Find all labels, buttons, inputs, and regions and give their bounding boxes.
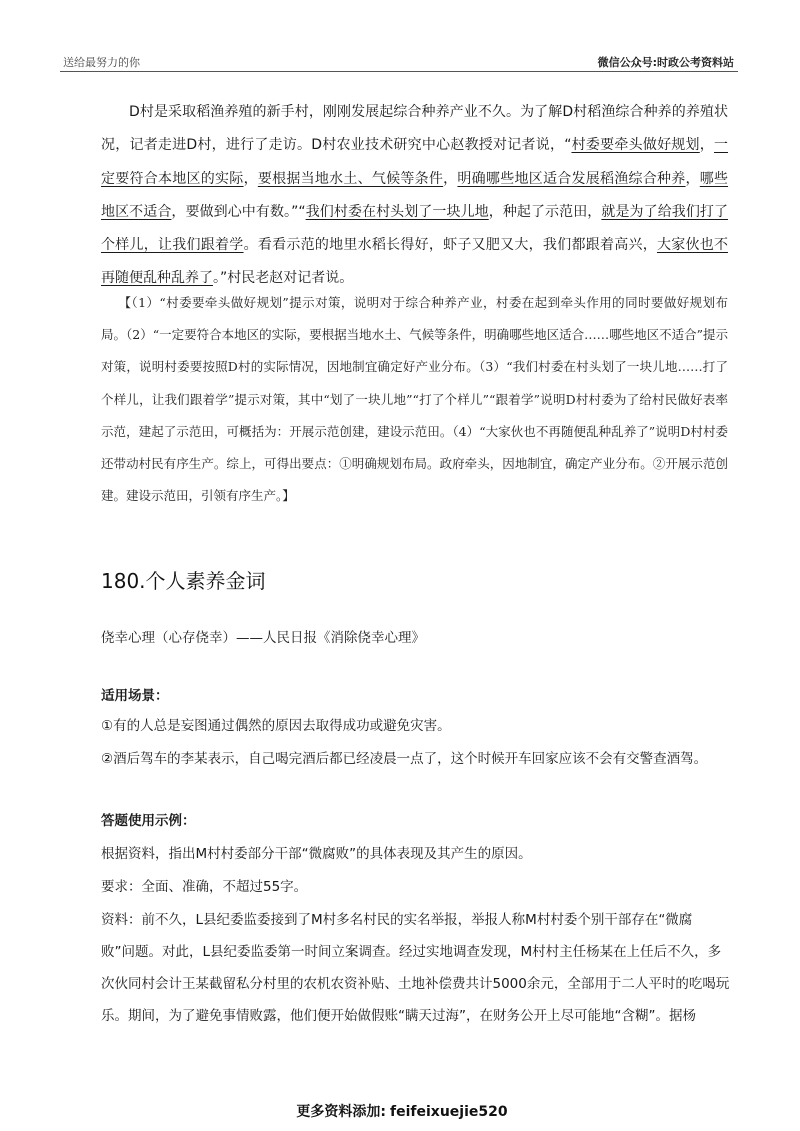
- scene-item-2: ②酒后驾车的李某表示，自己喝完酒后都已经凌晨一点了，这个时候开车回家应该不会有交警查酒驾。: [101, 751, 708, 767]
- section-title: 180.个人素养金词: [101, 569, 266, 593]
- highlight-1: 村委要牵头做好规划: [571, 137, 700, 154]
- footer-contact: [0, 1101, 800, 1121]
- highlight-7: 就是为了给我们打了个样儿，让我们跟着学: [101, 203, 729, 254]
- header-wechat: 微信公众号:时政公考资料站: [597, 56, 734, 69]
- scene-heading: 适用场景：: [101, 688, 169, 704]
- term-line: 侥幸心理（心存侥幸）——人民日报《消除侥幸心理》: [101, 630, 425, 646]
- highlight-2: 一定要符合本地区的实际: [101, 137, 729, 187]
- header-divider: [60, 71, 738, 72]
- material-paragraph: D村是采取稻渔养殖的新手村，刚刚发展起综合种养产业不久。为了解D村稻渔综合种养的养殖状况，记者走进D村，进行了走访。D村农业技术研究中心赵教授对记者说，“村委要牵头做好规划，一定要符合本地区的实际，要根据当地水土、气候等条件，明确哪些地区适合发展稻渔综合种养，哪些地区不适合，要做到心中有数。”“我们村委在村头划了一块儿地，种起了示范田，就是为了给我们打了个样儿，让我们跟着学。看看示范的地里水稻长得好，虾子又肥又大，我们都跟着高兴，大家伙也不再随便乱种乱养了。”村民老赵对记者说。: [101, 104, 729, 287]
- highlight-8: 大家伙也不再随便乱种乱养了: [101, 237, 729, 287]
- example-material-line-3: 次伙同村会计王某截留私分村里的农机农资补贴、土地补偿费共计5000余元，全部用于二人平时的吃喝玩: [101, 976, 730, 992]
- highlight-3: 要根据当地水土、气候等条件: [257, 170, 444, 187]
- header-slogan: 送给最努力的你: [63, 56, 140, 69]
- example-heading: 答题使用示例：: [101, 813, 196, 829]
- footer-label: 更多资料添加:: [296, 1104, 387, 1120]
- highlight-5: 哪些地区不适合: [101, 170, 729, 220]
- example-material-line-4: 乐。期间，为了避免事情败露，他们便开始做假账“瞒天过海”，在财务公开上尽可能地“含糊”。据杨: [101, 1008, 696, 1024]
- highlight-6: 我们村委在村头划了一块儿地: [305, 203, 489, 220]
- example-requirement: 要求：全面、准确，不超过55字。: [101, 879, 308, 895]
- footer-id: feifeixuejie520: [390, 1104, 508, 1120]
- highlight-4: 明确哪些地区适合发展稻渔综合种养: [457, 170, 686, 187]
- analysis-paragraph: 【（1）“村委要牵头做好规划”提示对策，说明对于综合种养产业，村委在起到牵头作用的同时要做好规划布局。（2）“一定要符合本地区的实际，要根据当地水土、气候等条件，明确哪些地区适合……哪些地区不适合”提示对策，说明村委要按照D村的实际情况，因地制宜确定好产业分布。（3）“我们村委在村头划了一块儿地……打了个样儿，让我们跟着学”提示对策，其中“划了一块儿地”“打了个样儿”“跟着学”说明D村村委为了给村民做好表率示范，建起了示范田，可概括为：开展示范创建，建设示范田。（4）“大家伙也不再随便乱种乱养了”说明D村村委还带动村民有序生产。综上，可得出要点：①明确规划布局。政府牵头，因地制宜，确定产业分布。②开展示范创建。建设示范田，引领有序生产。】: [101, 295, 728, 504]
- scene-item-1: ①有的人总是妄图通过偶然的原因去取得成功或避免灾害。: [101, 718, 451, 734]
- example-material-line-1: 资料：前不久，L县纪委监委接到了M村多名村民的实名举报，举报人称M村村委个别干部存在“微腐: [101, 912, 693, 928]
- example-question: 根据资料，指出M村村委部分干部“微腐败”的具体表现及其产生的原因。: [101, 846, 532, 862]
- example-material-line-2: 败”问题。对此，L县纪委监委第一时间立案调查。经过实地调查发现，M村村主任杨某在上任后不久，多: [101, 944, 722, 960]
